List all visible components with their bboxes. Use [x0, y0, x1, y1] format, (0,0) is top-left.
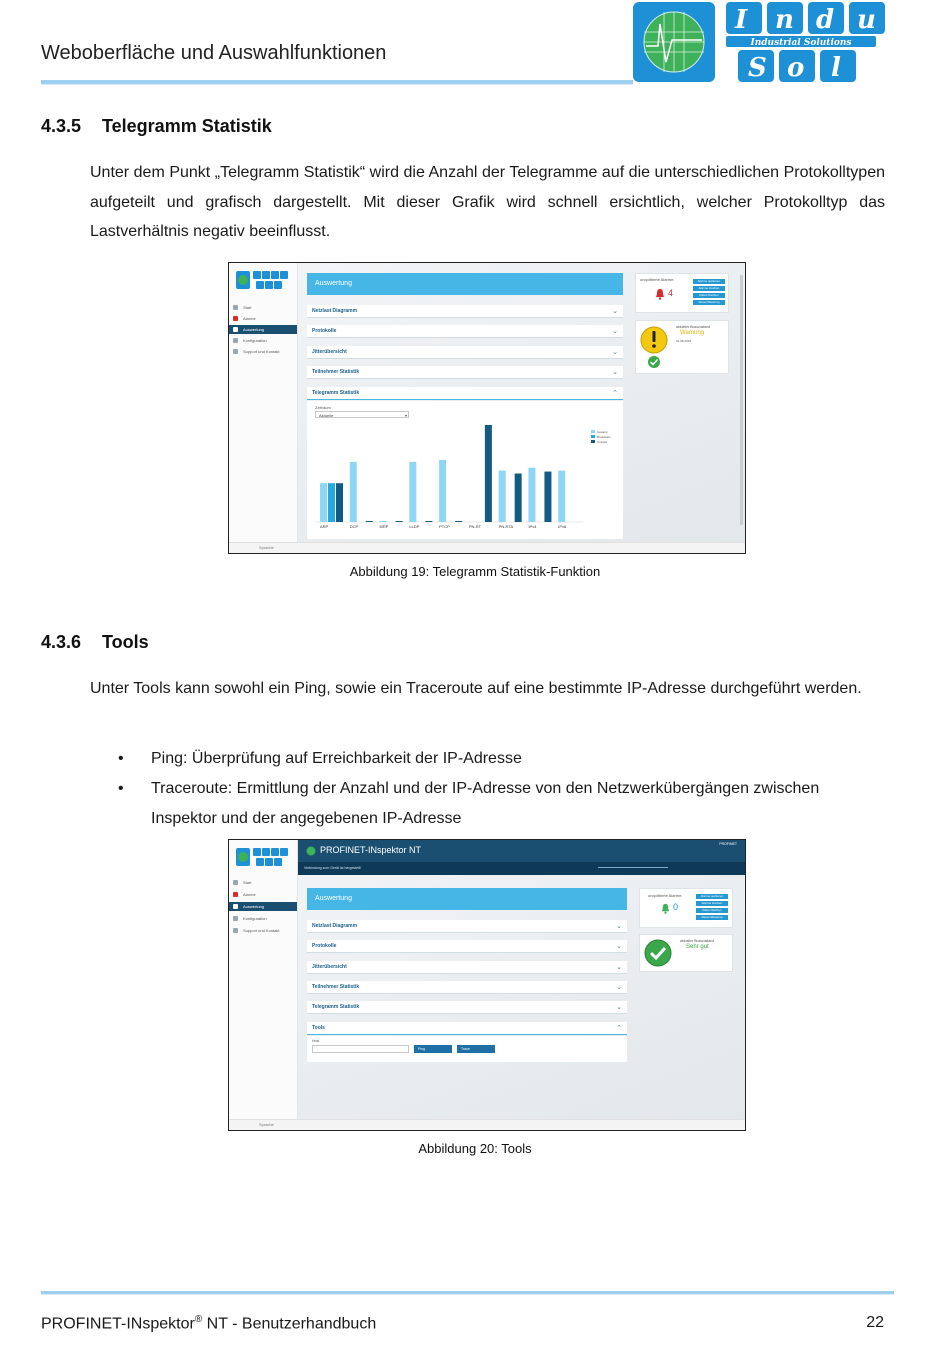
bullet-icon: •: [118, 750, 124, 767]
app-topbar: [298, 840, 745, 862]
x-tick-label: ARP: [320, 524, 329, 529]
tools-panel: [307, 1036, 627, 1062]
accordion-protokolle[interactable]: Protokolle ⌄: [307, 940, 627, 953]
sidebar-logo: [236, 271, 288, 289]
sidebar-item-start[interactable]: Start: [229, 303, 297, 312]
chart-icon: [233, 327, 238, 332]
chevron-down-icon: ⌄: [616, 984, 622, 991]
ok-check-icon: [643, 938, 673, 968]
bar-mrp-unicast: [396, 521, 403, 522]
sidebar-item-alarme[interactable]: Alarme: [229, 890, 297, 899]
sidebar: [229, 263, 298, 553]
language-footer: Sprache: [229, 542, 745, 553]
chevron-down-icon: ⌄: [612, 328, 618, 335]
alarms-count: 0: [673, 902, 679, 912]
status-label: aktueller Busszustand: [676, 325, 711, 329]
dropdown-label: Zeitraum: [315, 405, 331, 410]
chevron-down-icon: ⌄: [612, 308, 618, 315]
sidebar-item-support[interactable]: Support und Kontakt: [229, 347, 297, 356]
telegramm-chart-panel: [307, 401, 623, 539]
sidebar-item-start[interactable]: Start: [229, 878, 297, 887]
accordion-telegramm-statistik[interactable]: Telegramm Statistik ⌄: [307, 1001, 627, 1014]
x-tick-label: MRP: [379, 524, 389, 529]
section-heading-435: [41, 116, 272, 137]
x-tick-label: IPv6: [558, 524, 567, 529]
chevron-down-icon: ⌄: [616, 923, 622, 930]
alarms-label: unquittierte Alarme:: [648, 893, 683, 898]
section-number: 4.3.6: [41, 632, 82, 652]
bullet-icon: •: [118, 780, 124, 797]
header-rule-thin: [41, 84, 633, 85]
bar-ptcp-unicast: [455, 521, 462, 522]
bell-icon: [660, 903, 671, 914]
chevron-down-icon: ⌄: [616, 943, 622, 950]
bus-status-panel: [639, 934, 733, 972]
status-value: Warnung: [680, 330, 705, 336]
figure-caption-20: Abbildung 20: Tools: [418, 1141, 532, 1156]
bullet-item: • Ping: Überprüfung auf Erreichbarkeit der IP-Adresse: [118, 744, 888, 774]
svg-text:o: o: [787, 53, 805, 83]
bullet-item: • Traceroute: Ermittlung der Anzahl und der IP-Adresse von den Netzwerkübergängen zwischen Inspektor und der angegebenen IP-Adresse: [118, 774, 888, 833]
accordion-telegramm-statistik[interactable]: Telegramm Statistik ⌃: [307, 387, 623, 400]
bar-pn-rta-gesamt: [499, 471, 506, 522]
x-tick-label: PN-RTA: [498, 524, 514, 529]
alarm-panel: [635, 273, 729, 313]
section-heading-436: [41, 632, 149, 653]
legend-label: Unicast: [597, 440, 608, 444]
section-title: Tools: [102, 632, 149, 652]
bar-ipv4-unicast: [544, 472, 551, 522]
daten-loeschen-button[interactable]: Daten löschen: [696, 908, 728, 913]
chevron-down-icon: ⌄: [616, 964, 622, 971]
sidebar-item-auswertung[interactable]: Auswertung: [229, 902, 297, 911]
footer-rule-thin: [41, 1294, 894, 1295]
panel-header-auswertung: Auswertung: [307, 273, 623, 295]
alarm-panel: [639, 888, 733, 928]
accordion-jitter[interactable]: Jitterübersicht ⌄: [307, 961, 627, 974]
bar-dcp-unicast: [366, 521, 373, 522]
topright-label: PROFINET: [719, 842, 737, 846]
x-tick-label: IPv4: [528, 524, 537, 529]
home-icon: [233, 305, 238, 310]
alarme-loeschen-button[interactable]: Alarme löschen: [693, 286, 725, 291]
bar-ipv4-gesamt: [528, 468, 535, 522]
alarme-loeschen-button[interactable]: Alarme löschen: [696, 901, 728, 906]
status-label: aktueller Busszustand: [680, 939, 715, 943]
host-input[interactable]: [312, 1045, 409, 1053]
alarme-quittieren-button[interactable]: Alarme quittieren: [693, 279, 725, 284]
alarms-label: unquittierte Alarme:: [640, 277, 675, 282]
load-indicator: [598, 867, 668, 868]
bar-mrp-gesamt: [380, 521, 387, 522]
gear-icon: [233, 916, 238, 921]
gear-icon: [233, 338, 238, 343]
bar-arp-broadcast: [328, 483, 335, 522]
accordion-teilnehmer[interactable]: Teilnehmer Statistik ⌄: [307, 366, 623, 379]
section-title: Telegramm Statistik: [102, 116, 272, 136]
bar-pn-rta-unicast: [515, 474, 522, 523]
page-header-title: Weboberfläche und Auswahlfunktionen: [41, 42, 387, 64]
section-number: 4.3.5: [41, 116, 82, 136]
accordion-tools[interactable]: Tools ⌃: [307, 1022, 627, 1035]
alarme-quittieren-button[interactable]: Alarme quittieren: [696, 894, 728, 899]
logo-subtitle: Industrial Solutions: [750, 38, 852, 48]
figure-caption-19: Abbildung 19: Telegramm Statistik-Funktion: [349, 564, 601, 579]
connection-status: Verbindung zum Gerät ist hergestellt: [304, 866, 361, 870]
legend-swatch: [591, 430, 595, 433]
bell-icon: [233, 892, 238, 897]
chevron-up-icon: ⌃: [616, 1025, 622, 1032]
svg-text:u: u: [857, 5, 876, 35]
svg-text:n: n: [775, 5, 794, 35]
accordion-protokolle[interactable]: Protokolle ⌄: [307, 325, 623, 338]
page-number: 22: [866, 1314, 884, 1331]
legend-label: Broadcast: [597, 435, 611, 439]
support-icon: [233, 349, 238, 354]
sidebar-item-auswertung[interactable]: Auswertung: [229, 325, 297, 334]
svg-text:l: l: [831, 53, 841, 83]
ping-button[interactable]: Ping: [414, 1045, 452, 1053]
svg-text:d: d: [816, 5, 835, 35]
bus-status-panel: [635, 320, 729, 374]
reset-messung-button[interactable]: Reset Messung: [696, 915, 728, 920]
trace-button[interactable]: Trace: [457, 1045, 495, 1053]
sidebar-item-konfiguration[interactable]: Konfiguration: [229, 914, 297, 923]
bell-icon: [233, 316, 238, 321]
chevron-down-icon: ▾: [404, 413, 407, 418]
app-logo-icon: [306, 846, 316, 856]
x-tick-label: LLDP: [409, 524, 420, 529]
home-icon: [233, 880, 238, 885]
zeitraum-select[interactable]: Aktuelle ▾: [315, 411, 409, 418]
support-icon: [233, 928, 238, 933]
sidebar-logo: [236, 848, 288, 866]
screenshot-tools: [228, 839, 746, 1131]
sidebar: [229, 840, 298, 1130]
accordion-netzlast[interactable]: Netzlast Diagramm ⌄: [307, 920, 627, 933]
chart-icon: [233, 904, 238, 909]
accordion-teilnehmer[interactable]: Teilnehmer Statistik ⌄: [307, 981, 627, 994]
x-tick-label: PN-RT: [468, 524, 482, 529]
panel-header-auswertung: Auswertung: [307, 888, 627, 910]
bar-lldp-unicast: [425, 521, 432, 522]
legend-swatch: [591, 440, 595, 443]
footer-document-title: PROFINET-INspektor® NT - Benutzerhandbuch: [41, 1314, 377, 1333]
reset-messung-button[interactable]: Reset Messung: [693, 300, 725, 305]
svg-text:I: I: [735, 5, 748, 35]
language-footer: Sprache: [229, 1119, 745, 1130]
chevron-down-icon: ⌄: [612, 369, 618, 376]
bar-arp-gesamt: [320, 483, 327, 522]
sidebar-item-support[interactable]: Support und Kontakt: [229, 926, 297, 935]
status-date: 01.08.2016: [676, 339, 692, 343]
bar-lldp-gesamt: [409, 462, 416, 522]
accordion-jitter[interactable]: Jitterübersicht ⌄: [307, 346, 623, 359]
legend-label: Gesamt: [597, 430, 608, 434]
warning-icon: [640, 324, 670, 370]
sidebar-item-konfiguration[interactable]: Konfiguration: [229, 336, 297, 345]
bar-ipv6-gesamt: [558, 471, 565, 522]
screenshot-telegramm-statistik: [228, 262, 746, 554]
host-label: Host: [312, 1039, 320, 1043]
indusol-logo: [630, 0, 885, 86]
status-ticker: [676, 865, 736, 870]
status-value: Sehr gut: [686, 944, 709, 950]
scrollbar[interactable]: [740, 275, 743, 525]
chevron-down-icon: ⌄: [616, 1004, 622, 1011]
bell-icon: [654, 288, 666, 300]
bar-arp-unicast: [336, 483, 343, 522]
chevron-down-icon: ⌄: [612, 349, 618, 356]
daten-loeschen-button[interactable]: Daten löschen: [693, 293, 725, 298]
bar-ptcp-gesamt: [439, 460, 446, 522]
telegramm-bar-chart: [307, 419, 623, 539]
legend-swatch: [591, 435, 595, 438]
x-tick-label: DCP: [349, 524, 359, 529]
bar-dcp-gesamt: [350, 462, 357, 522]
alarms-count: 4: [668, 288, 674, 298]
x-tick-label: PTCP: [439, 524, 450, 529]
section-paragraph: Unter dem Punkt „Telegramm Statistik“ wird die Anzahl der Telegramme auf die unterschiedlichen Protokolltypen aufgeteilt und grafisch dargestellt. Mit dieser Grafik wird schnell ersichtlich, welcher Protokolltyp das Lastverhältnis negativ beeinflusst.: [90, 164, 885, 240]
section-paragraph: Unter Tools kann sowohl ein Ping, sowie ein Traceroute auf eine bestimmte IP-Adresse durchgeführt werden.: [90, 680, 862, 697]
app-title: PROFINET-INspektor NT: [320, 845, 422, 855]
accordion-netzlast[interactable]: Netzlast Diagramm ⌄: [307, 305, 623, 318]
app-subbar: [298, 862, 745, 875]
svg-text:S: S: [748, 53, 767, 83]
bar-pn-rt-unicast: [485, 425, 492, 522]
sidebar-item-alarme[interactable]: Alarme: [229, 314, 297, 323]
chevron-up-icon: ⌃: [612, 390, 618, 397]
